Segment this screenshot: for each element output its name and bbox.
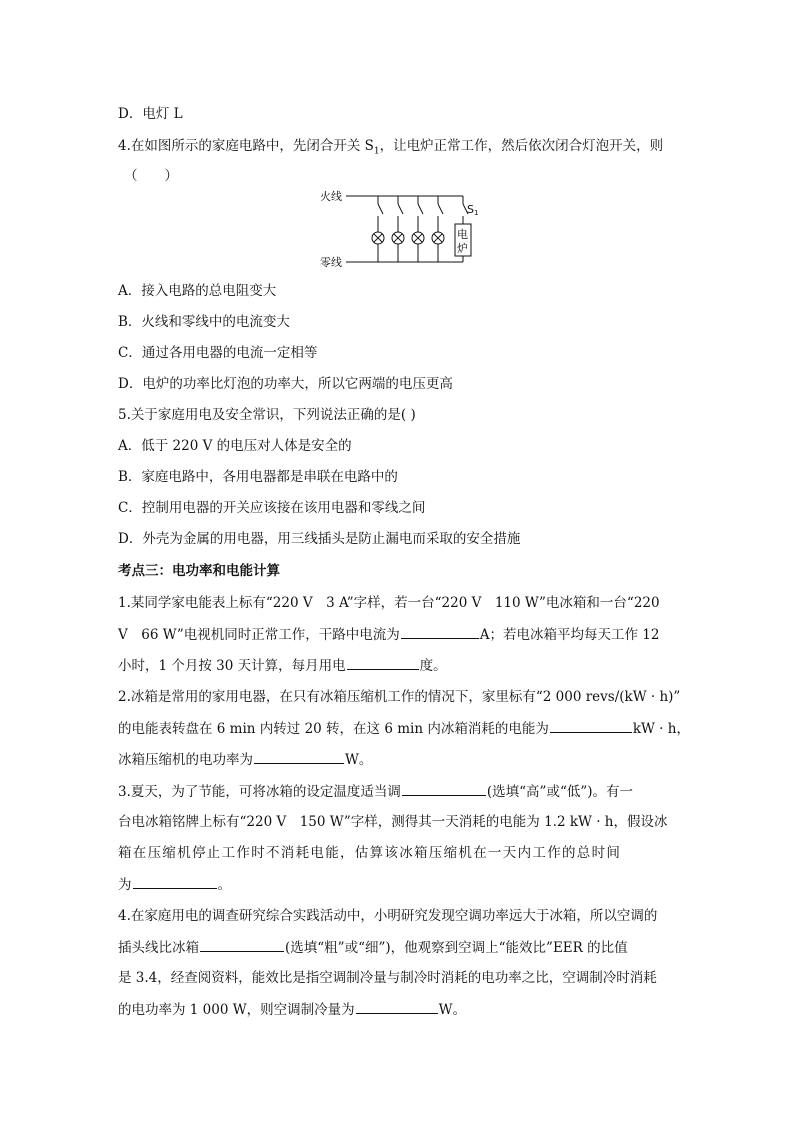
answer-blank[interactable]: [402, 781, 486, 796]
p2-line-3-b: W。: [345, 752, 373, 768]
stove-label-1: 电: [457, 228, 468, 241]
answer-blank[interactable]: [254, 749, 344, 764]
lamp-branch-2: [392, 196, 404, 262]
q4-stem-sub: 1: [373, 146, 380, 157]
p4-line-2-a: 插头线比冰箱: [118, 940, 199, 956]
p4-line-2-b: (选填“粗”或“细”)，他观察到空调上“能效比”EER 的比值: [285, 940, 628, 956]
q4-option-d: D．电炉的功率比灯泡的功率大，所以它两端的电压更高: [118, 376, 453, 392]
q4-stem-text: 4.在如图所示的家庭电路中，先闭合开关 S: [118, 138, 374, 154]
p4-line-4-b: W。: [438, 1002, 466, 1018]
q5-option-b: B．家庭电路中，各用电器都是串联在电路中的: [118, 469, 398, 485]
answer-blank[interactable]: [550, 718, 632, 733]
p2-line-2: [118, 718, 690, 739]
p2-line-1: 2.冰箱是常用的家用电器，在只有冰箱压缩机工作的情况下，家里标有“2 000 revs/(kW · h)”: [118, 689, 681, 705]
q4-answer-paren: （ ）: [124, 168, 178, 184]
circuit-diagram: [318, 186, 488, 272]
p2-line-3-a: 冰箱压缩机的电功率为: [118, 752, 253, 768]
answer-blank[interactable]: [133, 874, 217, 889]
p1-line-2: [118, 624, 659, 645]
p3-line-2: 台电冰箱铭牌上标有“220 V 150 W”字样，测得其一天消耗的电能为 1.2 kW · h，假设冰: [118, 814, 668, 830]
q4-option-a: A．接入电路的总电阻变大: [118, 283, 277, 299]
p1-line-2-a: V 66 W”电视机同时正常工作，干路中电流为: [118, 627, 400, 643]
p3-line-4-a: 为: [118, 877, 132, 893]
p1-line-3: [118, 655, 447, 676]
p2-line-2-b: kW · h，: [632, 721, 690, 737]
p4-line-4: [118, 999, 466, 1020]
stove-branch: [455, 196, 478, 262]
p3-line-1-a: 3.夏天，为了节能，可将冰箱的设定温度适当调: [118, 784, 401, 800]
p1-line-2-b: A；若电冰箱平均每天工作 12: [479, 627, 660, 643]
lamp-switch: [398, 204, 403, 214]
answer-blank[interactable]: [347, 655, 419, 670]
lamp-branch-1: [372, 196, 384, 262]
q4-option-b: B．火线和零线中的电流变大: [118, 314, 290, 330]
q3-option-d: D．电灯 L: [118, 106, 183, 122]
p1-line-1: 1.某同学家电能表上标有“220 V 3 A”字样，若一台“220 V 110 W”电冰箱和一台“220: [118, 595, 660, 611]
lamp-branch-3: [412, 196, 424, 262]
q4-stem: [118, 136, 663, 162]
p4-line-4-a: 的电功率为 1 000 W，则空调制冷量为: [118, 1002, 355, 1018]
lamp-switch: [418, 204, 423, 214]
section-title: 考点三：电功率和电能计算: [118, 563, 280, 579]
p4-line-1: 4.在家庭用电的调查研究综合实践活动中，小明研究发现空调功率远大于冰箱，所以空调的: [118, 908, 658, 924]
live-wire-label: 火线: [320, 190, 342, 203]
switch-s1-label: S1: [467, 203, 479, 217]
answer-blank[interactable]: [401, 624, 479, 639]
p3-line-1: [118, 781, 633, 802]
lamp-branch-4: [432, 196, 444, 262]
stove-label-2: 炉: [457, 242, 468, 255]
p3-line-3: 箱在压缩机停止工作时不消耗电能，估算该冰箱压缩机在一天内工作的总时间: [118, 845, 622, 861]
p2-line-3: [118, 749, 372, 770]
lamp-switch: [438, 204, 443, 214]
p1-line-3-b: 度。: [419, 658, 447, 674]
lamp-switch: [378, 204, 383, 214]
answer-blank[interactable]: [356, 999, 438, 1014]
neutral-wire-label: 零线: [320, 256, 342, 269]
p3-line-1-b: (选填“高”或“低”)。有一: [486, 784, 634, 800]
answer-blank[interactable]: [200, 937, 284, 952]
q5-stem: 5.关于家庭用电及安全常识，下列说法正确的是( ): [118, 407, 416, 423]
q5-option-d: D．外壳为金属的用电器，用三线插头是防止漏电而采取的安全措施: [118, 531, 521, 547]
p1-line-3-a: 小时，1 个月按 30 天计算，每月用电: [118, 658, 346, 674]
q5-option-a: A．低于 220 V 的电压对人体是安全的: [118, 438, 352, 454]
p4-line-3: 是 3.4，经查阅资料，能效比是指空调制冷量与制冷时消耗的电功率之比，空调制冷时消耗: [118, 970, 657, 986]
p4-line-2: [118, 937, 628, 958]
q4-option-c: C．通过各用电器的电流一定相等: [118, 345, 318, 361]
q4-stem-rest: ，让电炉正常工作，然后依次闭合灯泡开关，则: [379, 138, 664, 154]
p3-line-4-b: 。: [217, 877, 231, 893]
q5-option-c: C．控制用电器的开关应该接在该用电器和零线之间: [118, 500, 426, 516]
p2-line-2-a: 的电能表转盘在 6 min 内转过 20 转，在这 6 min 内冰箱消耗的电能为: [118, 721, 549, 737]
p3-line-4: [118, 874, 231, 895]
